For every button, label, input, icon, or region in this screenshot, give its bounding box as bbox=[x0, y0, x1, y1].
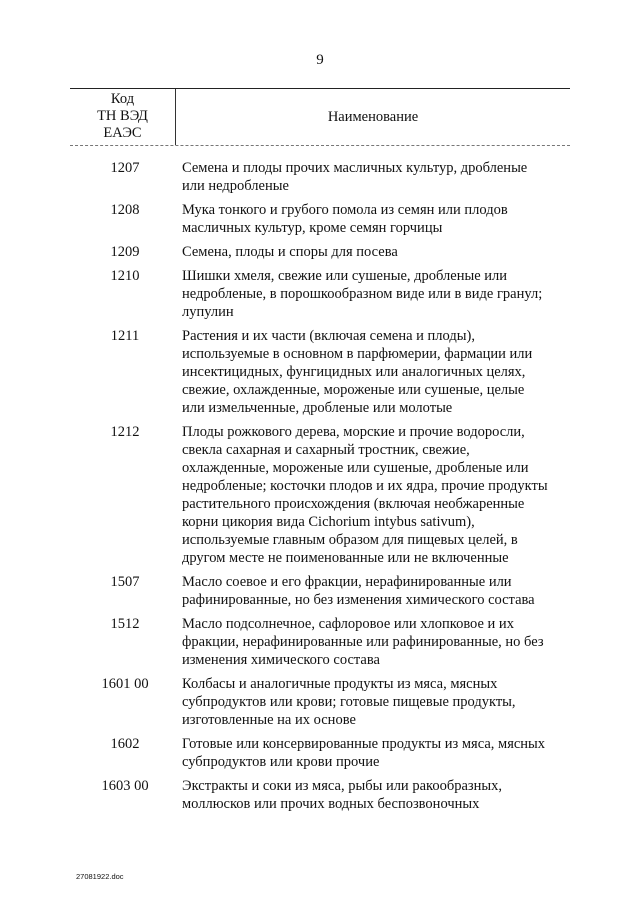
row-name-line: или недробленые bbox=[182, 178, 289, 194]
row-name-line: Мука тонкого и грубого помола из семян или плодов bbox=[182, 202, 508, 218]
row-name-line: субпродуктов или крови прочие bbox=[182, 754, 380, 770]
row-code: 1601 00 bbox=[101, 676, 149, 692]
file-name: 27081922.doc bbox=[76, 872, 124, 881]
row-name bbox=[180, 423, 567, 567]
header-code-column bbox=[70, 89, 176, 145]
row-name bbox=[180, 615, 567, 669]
row-name-line: используемые главным образом для пищевых целей, в bbox=[182, 532, 518, 548]
header-code-line: Код bbox=[110, 91, 135, 107]
table-row bbox=[70, 201, 570, 237]
row-name-line: инсектицидных, фунгицидных или аналогичных целях, bbox=[182, 364, 526, 380]
row-name-line: недробленые, в порошкообразном виде или в виде гранул; bbox=[182, 286, 543, 302]
table-row bbox=[70, 159, 570, 195]
row-name-line: растительного происхождения (включая необжаренные bbox=[182, 496, 525, 512]
row-code: 1208 bbox=[110, 202, 140, 218]
row-name-line: лупулин bbox=[182, 304, 234, 320]
row-name-line: свекла сахарная и сахарный тростник, свежие, bbox=[182, 442, 470, 458]
row-name-line: Экстракты и соки из мяса, рыбы или ракообразных, bbox=[182, 778, 502, 794]
row-code: 1602 bbox=[110, 736, 140, 752]
row-code: 1207 bbox=[110, 160, 140, 176]
table-row bbox=[70, 243, 570, 261]
row-name-line: изменения химического состава bbox=[182, 652, 380, 668]
row-code: 1212 bbox=[110, 424, 140, 440]
row-name-line: недробленые; косточки плодов и их ядра, прочие продукты bbox=[182, 478, 548, 494]
row-name-line: фракции, нерафинированные или рафинированные, но без bbox=[182, 634, 544, 650]
table-row bbox=[70, 777, 570, 813]
row-name bbox=[180, 573, 567, 609]
row-code: 1210 bbox=[110, 268, 140, 284]
row-name-line: Масло подсолнечное, сафлоровое или хлопковое и их bbox=[182, 616, 514, 632]
row-name bbox=[180, 267, 567, 321]
row-name bbox=[180, 243, 567, 261]
row-name-line: или измельченные, дробленые или молотые bbox=[182, 400, 453, 416]
row-name-line: субпродуктов или крови; готовые пищевые продукты, bbox=[182, 694, 516, 710]
row-name-line: Плоды рожкового дерева, морские и прочие водоросли, bbox=[182, 424, 525, 440]
row-name-line: Масло соевое и его фракции, нерафинированные или bbox=[182, 574, 512, 590]
header-code-line: ТН ВЭД bbox=[97, 108, 148, 124]
table-row bbox=[70, 735, 570, 771]
row-name bbox=[180, 201, 567, 237]
row-code: 1512 bbox=[110, 616, 140, 632]
row-code: 1209 bbox=[110, 244, 140, 260]
row-name-line: изготовленные на их основе bbox=[182, 712, 356, 728]
row-name-line: Семена, плоды и споры для посева bbox=[182, 244, 398, 260]
row-code: 1603 00 bbox=[101, 778, 149, 794]
row-name-line: масличных культур, кроме семян горчицы bbox=[182, 220, 443, 236]
row-name-line: другом месте не поименованные или не включенные bbox=[182, 550, 509, 566]
table-row bbox=[70, 615, 570, 669]
row-name bbox=[180, 327, 567, 417]
table-row bbox=[70, 327, 570, 417]
row-name-line: моллюсков или прочих водных беспозвоночных bbox=[182, 796, 480, 812]
row-name-line: Семена и плоды прочих масличных культур, дробленые bbox=[182, 160, 528, 176]
row-code: 1507 bbox=[110, 574, 140, 590]
table-body bbox=[70, 159, 570, 819]
row-name bbox=[180, 159, 567, 195]
table-row bbox=[70, 267, 570, 321]
row-name bbox=[180, 777, 567, 813]
table-row bbox=[70, 423, 570, 567]
row-name-line: свежие, охлажденные, мороженые или сушеные, целые bbox=[182, 382, 525, 398]
table-header bbox=[70, 88, 570, 146]
table-row bbox=[70, 675, 570, 729]
row-name bbox=[180, 675, 567, 729]
header-name-column: Наименование bbox=[327, 108, 419, 125]
row-name-line: Шишки хмеля, свежие или сушеные, дробленые или bbox=[182, 268, 508, 284]
row-name-line: корни цикория вида Cichorium intybus sativum), bbox=[182, 514, 475, 530]
table-row bbox=[70, 573, 570, 609]
row-name-line: охлажденные, мороженые или сушеные, дробленые или bbox=[182, 460, 529, 476]
row-name-line: Готовые или консервированные продукты из мяса, мясных bbox=[182, 736, 546, 752]
page-number: 9 bbox=[316, 52, 324, 68]
row-code: 1211 bbox=[110, 328, 140, 344]
row-name bbox=[180, 735, 567, 771]
row-name-line: рафинированные, но без изменения химического состава bbox=[182, 592, 535, 608]
row-name-line: Колбасы и аналогичные продукты из мяса, мясных bbox=[182, 676, 498, 692]
row-name-line: используемые в основном в парфюмерии, фармации или bbox=[182, 346, 533, 362]
row-name-line: Растения и их части (включая семена и плоды), bbox=[182, 328, 475, 344]
header-code-line: ЕАЭС bbox=[103, 125, 142, 141]
